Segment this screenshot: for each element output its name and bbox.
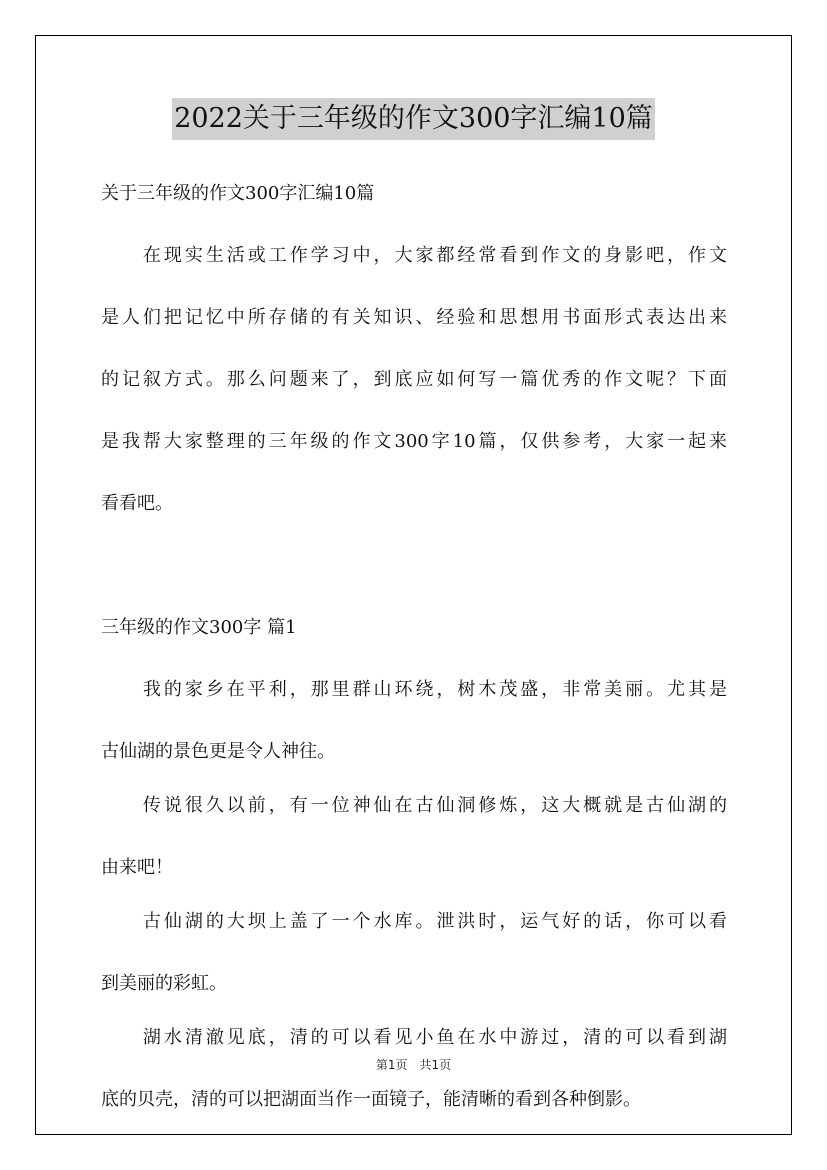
text-line: 是人们把记忆中所存储的有关知识、经验和思想用书面形式表达出来	[101, 307, 727, 328]
document-body	[101, 174, 727, 1120]
page-number: 第1页 共1页	[375, 1058, 452, 1072]
text-line: 在现实生活或工作学习中，大家都经常看到作文的身影吧，作文	[101, 245, 727, 266]
document-subtitle: 关于三年级的作文300字汇编10篇	[101, 183, 375, 204]
text-line: 由来吧！	[101, 857, 173, 878]
text-line: 底的贝壳，清的可以把湖面当作一面镜子，能清晰的看到各种倒影。	[101, 1089, 641, 1110]
text-line: 我的家乡在平利，那里群山环绕，树木茂盛，非常美丽。尤其是	[101, 679, 727, 700]
title-area	[0, 98, 827, 140]
body-paragraph	[101, 902, 727, 1004]
text-line: 到美丽的彩虹。	[101, 973, 227, 994]
document-title: 2022关于三年级的作文300字汇编10篇	[172, 98, 655, 140]
intro-paragraph	[101, 236, 727, 524]
text-line: 古仙湖的景色更是令人神往。	[101, 741, 335, 762]
page-footer	[0, 1056, 827, 1073]
text-line: 传说很久以前，有一位神仙在古仙洞修炼，这大概就是古仙湖的	[101, 795, 727, 816]
text-line: 的记叙方式。那么问题来了，到底应如何写一篇优秀的作文呢？下面	[101, 369, 727, 390]
section-heading: 三年级的作文300字 篇1	[101, 617, 297, 638]
body-paragraph	[101, 670, 727, 772]
text-line: 看看吧。	[101, 493, 173, 514]
text-line: 湖水清澈见底，清的可以看见小鱼在水中游过，清的可以看到湖	[101, 1027, 727, 1048]
body-paragraph	[101, 786, 727, 888]
text-line: 古仙湖的大坝上盖了一个水库。泄洪时，运气好的话，你可以看	[101, 911, 727, 932]
text-line: 是我帮大家整理的三年级的作文300字10篇，仅供参考，大家一起来	[101, 431, 727, 452]
